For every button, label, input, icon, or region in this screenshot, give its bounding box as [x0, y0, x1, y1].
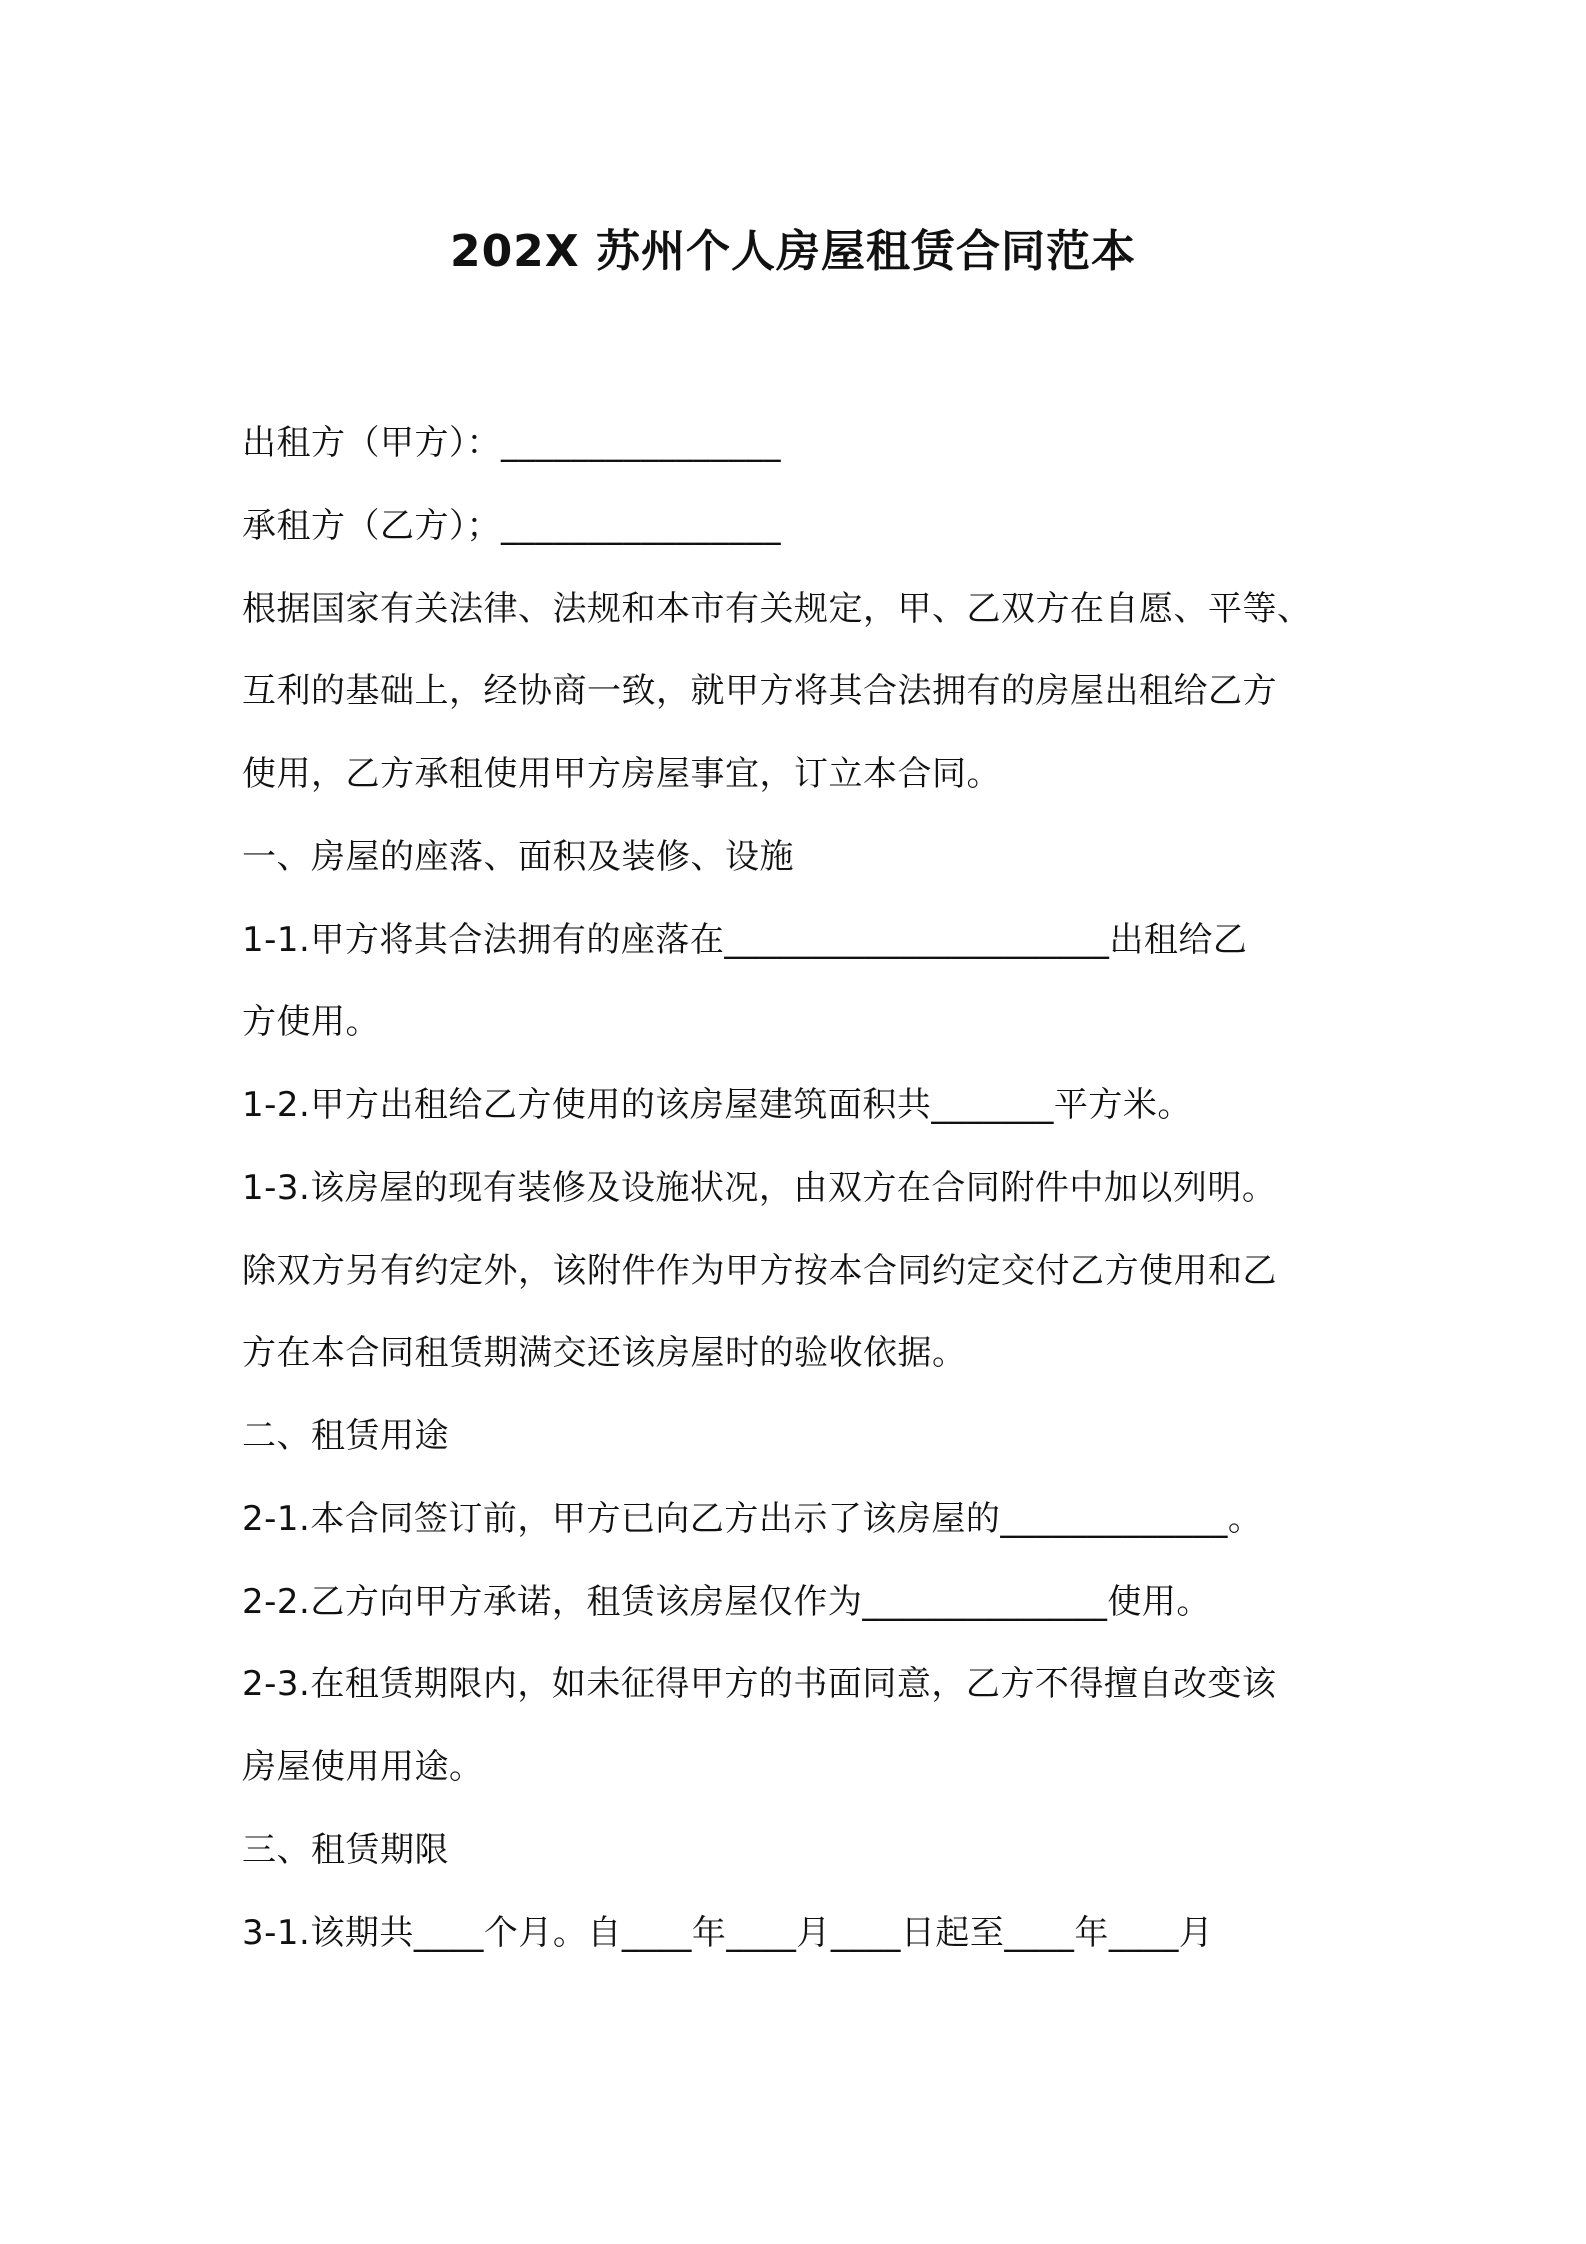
clause-1-3-line-1: 1-3.该房屋的现有装修及设施状况，由双方在合同附件中加以列明。 — [242, 1168, 1277, 1208]
preamble-line-2: 互利的基础上，经协商一致，就甲方将其合法拥有的房屋出租给乙方 — [242, 671, 1277, 711]
clause-1-1-line-1: 1-1.甲方将其合法拥有的座落在______________________出租给乙 — [242, 920, 1248, 960]
clause-2-1: 2-1.本合同签订前，甲方已向乙方出示了该房屋的_____________。 — [242, 1499, 1263, 1539]
clause-2-2: 2-2.乙方向甲方承诺，租赁该房屋仅作为______________使用。 — [242, 1582, 1211, 1622]
tenant-party-line: 承租方（乙方）；________________ — [242, 506, 781, 546]
preamble-line-1: 根据国家有关法律、法规和本市有关规定，甲、乙双方在自愿、平等、 — [242, 589, 1312, 629]
clause-1-3-line-3: 方在本合同租赁期满交还该房屋时的验收依据。 — [242, 1333, 967, 1373]
section-1-heading: 一、房屋的座落、面积及装修、设施 — [242, 837, 794, 877]
preamble-line-3: 使用，乙方承租使用甲方房屋事宜，订立本合同。 — [242, 754, 1001, 794]
section-2-heading: 二、租赁用途 — [242, 1416, 449, 1456]
landlord-party-line: 出租方（甲方）：________________ — [242, 423, 781, 463]
clause-2-3-line-2: 房屋使用用途。 — [242, 1747, 484, 1787]
clause-3-1: 3-1.该期共____个月。自____年____月____日起至____年____月 — [242, 1913, 1214, 1953]
clause-1-2: 1-2.甲方出租给乙方使用的该房屋建筑面积共_______平方米。 — [242, 1085, 1192, 1125]
document-title: 202X 苏州个人房屋租赁合同范本 — [449, 226, 1137, 277]
clause-1-3-line-2: 除双方另有约定外，该附件作为甲方按本合同约定交付乙方使用和乙 — [242, 1251, 1277, 1291]
clause-2-3-line-1: 2-3.在租赁期限内，如未征得甲方的书面同意，乙方不得擅自改变该 — [242, 1664, 1277, 1704]
clause-1-1-line-2: 方使用。 — [242, 1002, 380, 1042]
section-3-heading: 三、租赁期限 — [242, 1830, 449, 1870]
